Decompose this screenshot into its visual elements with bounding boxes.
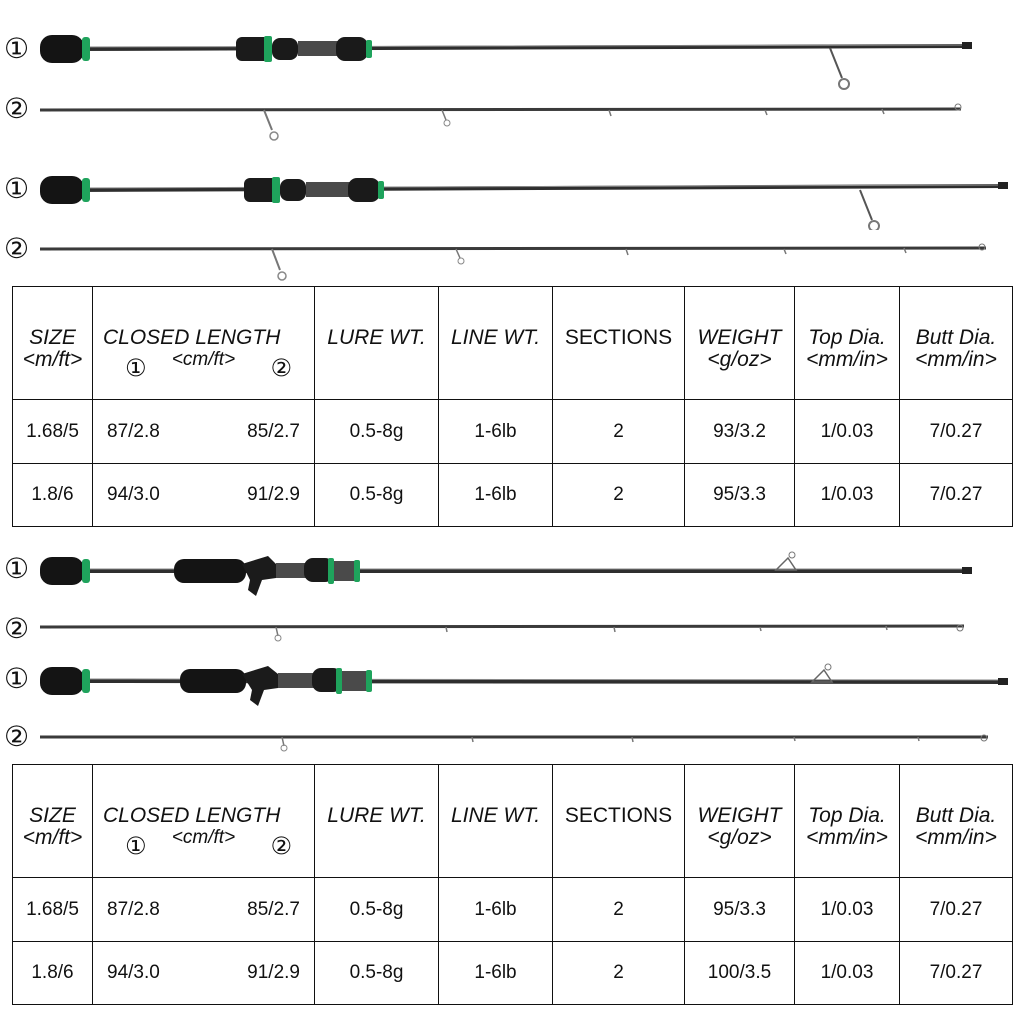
cell-size: 1.68/5 [13,400,93,464]
rod-cast-180-butt-section [0,660,1024,700]
table-row [13,942,1013,1005]
cell-weight: 100/3.5 [685,942,795,1005]
section-2-marker: ② [4,612,30,645]
table-header-row [13,765,1013,878]
cell-size: 1.8/6 [13,464,93,527]
cell-closed-length: 94/3.0 91/2.9 [93,464,315,527]
header-size: SIZE <m/ft> [13,287,93,400]
cell-butt-dia: 7/0.27 [900,464,1013,527]
header-closed-length: CLOSED LENGTH <cm/ft> ① ② [93,287,315,400]
cell-closed-length: 94/3.0 91/2.9 [93,942,315,1005]
cell-butt-dia: 7/0.27 [900,942,1013,1005]
rod-cast-168-butt-section [0,550,1024,590]
spinning-rod-tip-image [36,230,1016,290]
header-sections: SECTIONS [553,287,685,400]
spec-table-spinning [12,286,1013,527]
cell-line-wt: 1-6lb [439,464,553,527]
section-2-marker: ② [4,720,30,753]
header-top-dia: Top Dia. <mm/in> [795,765,900,878]
casting-rod-butt-image [36,550,1016,610]
cell-top-dia: 1/0.03 [795,942,900,1005]
section-2-marker: ② [4,232,30,265]
header-top-dia: Top Dia. <mm/in> [795,287,900,400]
cell-lure-wt: 0.5-8g [315,464,439,527]
spinning-rod-butt-image [36,30,1016,90]
cell-weight: 93/3.2 [685,400,795,464]
header-sections: SECTIONS [553,765,685,878]
cell-sections: 2 [553,464,685,527]
rod-spin-180-butt-section [0,170,1024,210]
rod-spin-168-butt-section [0,30,1024,70]
header-size: SIZE <m/ft> [13,765,93,878]
section-1-marker: ① [4,32,30,65]
table-row [13,400,1013,464]
header-butt-dia: Butt Dia. <mm/in> [900,765,1013,878]
section-1-marker: ① [4,552,30,585]
rod-cast-168-tip-section [0,610,1024,650]
cell-weight: 95/3.3 [685,464,795,527]
cell-closed-length: 87/2.8 85/2.7 [93,878,315,942]
cell-weight: 95/3.3 [685,878,795,942]
spec-table-casting [12,764,1013,1005]
section-2-marker: ② [4,92,30,125]
section-1-marker: ① [125,354,147,382]
cell-sections: 2 [553,878,685,942]
section-1-marker: ① [125,832,147,860]
header-weight: WEIGHT <g/oz> [685,765,795,878]
section-1-marker: ① [4,662,30,695]
cell-size: 1.68/5 [13,878,93,942]
rod-spin-180-tip-section [0,230,1024,270]
header-lure-wt: LURE WT. [315,287,439,400]
header-line-wt: LINE WT. [439,287,553,400]
header-closed-length: CLOSED LENGTH <cm/ft> ① ② [93,765,315,878]
cell-top-dia: 1/0.03 [795,878,900,942]
table-row [13,464,1013,527]
rod-cast-180-tip-section [0,718,1024,758]
rod-spin-168-tip-section [0,90,1024,130]
header-lure-wt: LURE WT. [315,765,439,878]
cell-sections: 2 [553,400,685,464]
cell-lure-wt: 0.5-8g [315,942,439,1005]
section-1-marker: ① [4,172,30,205]
cell-top-dia: 1/0.03 [795,400,900,464]
cell-butt-dia: 7/0.27 [900,878,1013,942]
cell-size: 1.8/6 [13,942,93,1005]
cell-lure-wt: 0.5-8g [315,878,439,942]
header-weight: WEIGHT <g/oz> [685,287,795,400]
cell-line-wt: 1-6lb [439,878,553,942]
cell-sections: 2 [553,942,685,1005]
header-line-wt: LINE WT. [439,765,553,878]
spinning-rod-tip-image [36,90,1016,150]
casting-rod-butt-image [36,660,1016,720]
spinning-rod-butt-image [36,170,1016,230]
header-butt-dia: Butt Dia. <mm/in> [900,287,1013,400]
section-2-marker: ② [270,832,292,860]
table-header-row [13,287,1013,400]
cell-lure-wt: 0.5-8g [315,400,439,464]
cell-top-dia: 1/0.03 [795,464,900,527]
cell-line-wt: 1-6lb [439,400,553,464]
cell-line-wt: 1-6lb [439,942,553,1005]
cell-butt-dia: 7/0.27 [900,400,1013,464]
cell-closed-length: 87/2.8 85/2.7 [93,400,315,464]
section-2-marker: ② [270,354,292,382]
table-row [13,878,1013,942]
